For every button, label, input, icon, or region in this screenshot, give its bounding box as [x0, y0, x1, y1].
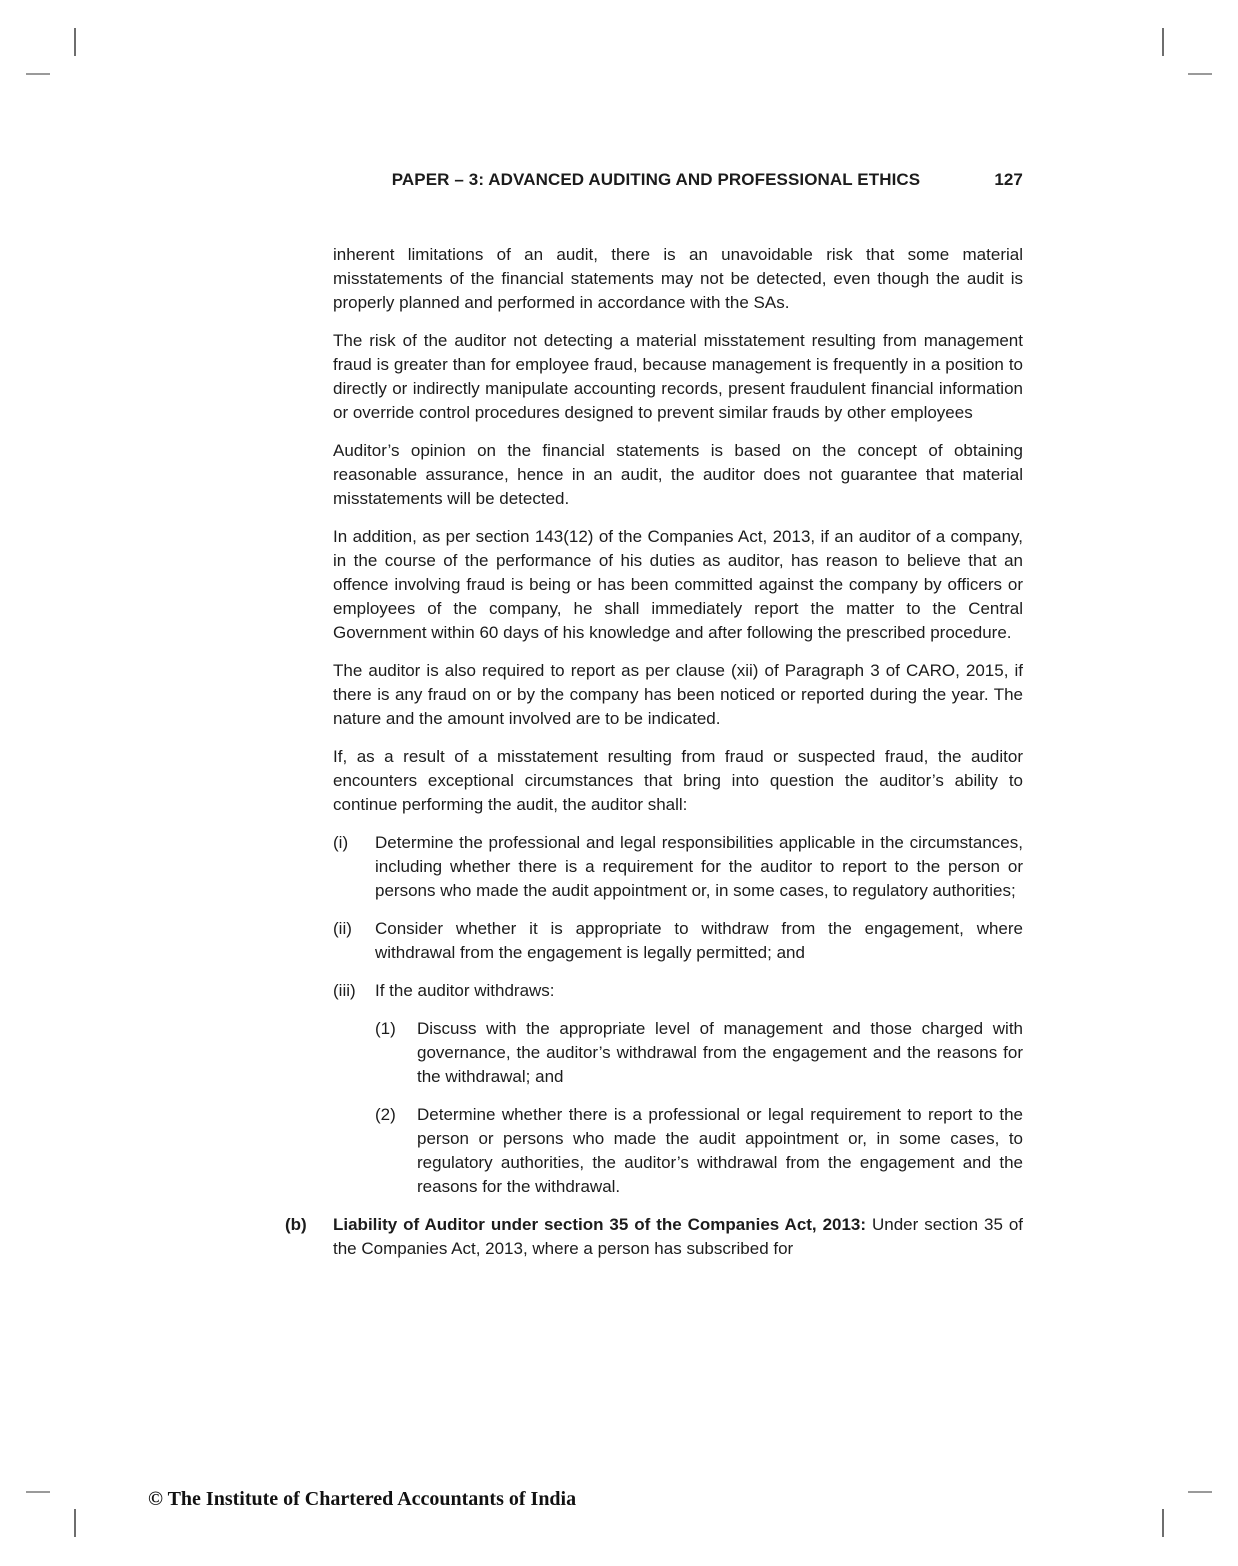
crop-mark — [26, 73, 50, 75]
crop-mark — [26, 1491, 50, 1493]
document-body — [285, 243, 1023, 1275]
list-item — [375, 1017, 1023, 1089]
crop-mark — [74, 1509, 76, 1537]
page-footer: © The Institute of Chartered Accountants of India — [148, 1488, 577, 1510]
list-marker: (ii) — [333, 919, 352, 938]
list-item — [333, 917, 1023, 965]
paragraph: In addition, as per section 143(12) of the Companies Act, 2013, if an auditor of a company, in the course of the performance of his duties as auditor, has reason to believe that an offence involving fraud is being or has been committed against the company by officers or employees of the company, he shall immediately report the matter to the Central Government within 60 days of his knowledge and after following the prescribed procedure. — [333, 527, 1023, 642]
list-marker: (iii) — [333, 981, 356, 1000]
paragraph: If, as a result of a misstatement resulting from fraud or suspected fraud, the auditor encounters exceptional circumstances that bring into question the auditor’s ability to continue performing the audit, the auditor shall: — [333, 747, 1023, 814]
crop-mark — [1188, 73, 1212, 75]
page-number: 127 — [994, 170, 1023, 189]
list-marker: (2) — [375, 1105, 396, 1124]
list-item — [333, 831, 1023, 903]
paragraph: inherent limitations of an audit, there is an unavoidable risk that some material misstatements of the financial statements may not be detected, even though the audit is properly planned and performed in accordance with the SAs. — [333, 245, 1023, 312]
list-item-text: Discuss with the appropriate level of management and those charged with governance, the auditor’s withdrawal from the engagement and the reasons for the withdrawal; and — [417, 1019, 1023, 1086]
list-marker: (b) — [285, 1215, 307, 1234]
page-header — [333, 170, 1023, 190]
crop-mark — [1188, 1491, 1212, 1493]
paragraph: The auditor is also required to report as per clause (xii) of Paragraph 3 of CARO, 2015, if there is any fraud on or by the company has been noticed or reported during the year. The nature and the amount involved are to be indicated. — [333, 661, 1023, 728]
paragraph: The risk of the auditor not detecting a material misstatement resulting from management fraud is greater than for employee fraud, because management is frequently in a position to directly or indirectly manipulate accounting records, present fraudulent financial information or override control procedures designed to prevent similar frauds by other employees — [333, 331, 1023, 422]
list-item-b — [285, 1213, 1023, 1261]
crop-mark — [1162, 28, 1164, 56]
list-item — [375, 1103, 1023, 1199]
list-item-text — [333, 1213, 1023, 1261]
crop-mark — [74, 28, 76, 56]
item-text: Under section 35 of the Companies Act, 2013, where a person has subscribed for — [333, 1215, 1023, 1258]
list-marker: (1) — [375, 1019, 396, 1038]
paragraph: Auditor’s opinion on the financial statements is based on the concept of obtaining reasonable assurance, hence in an audit, the auditor does not guarantee that material misstatements will be detected. — [333, 441, 1023, 508]
bold-lead: Liability of Auditor under section 35 of the Companies Act, 2013: — [333, 1215, 867, 1234]
list-item-text: If the auditor withdraws: — [375, 981, 555, 1000]
list-item-text: Determine the professional and legal responsibilities applicable in the circumstances, including whether there is a requirement for the auditor to report to the person or persons who made the audit appointment or, in some cases, to regulatory authorities; — [375, 833, 1023, 900]
crop-mark — [1162, 1509, 1164, 1537]
list-item-text: Consider whether it is appropriate to withdraw from the engagement, where withdrawal from the engagement is legally permitted; and — [375, 919, 1023, 962]
list-item-text: Determine whether there is a professional or legal requirement to report to the person or persons who made the audit appointment or, in some cases, to regulatory authorities, the auditor’s withdrawal from the engagement and the reasons for the withdrawal. — [417, 1105, 1023, 1196]
list-marker: (i) — [333, 833, 349, 852]
header-title: PAPER – 3: ADVANCED AUDITING AND PROFESSIONAL ETHICS — [391, 170, 921, 189]
list-item — [333, 979, 1023, 1003]
